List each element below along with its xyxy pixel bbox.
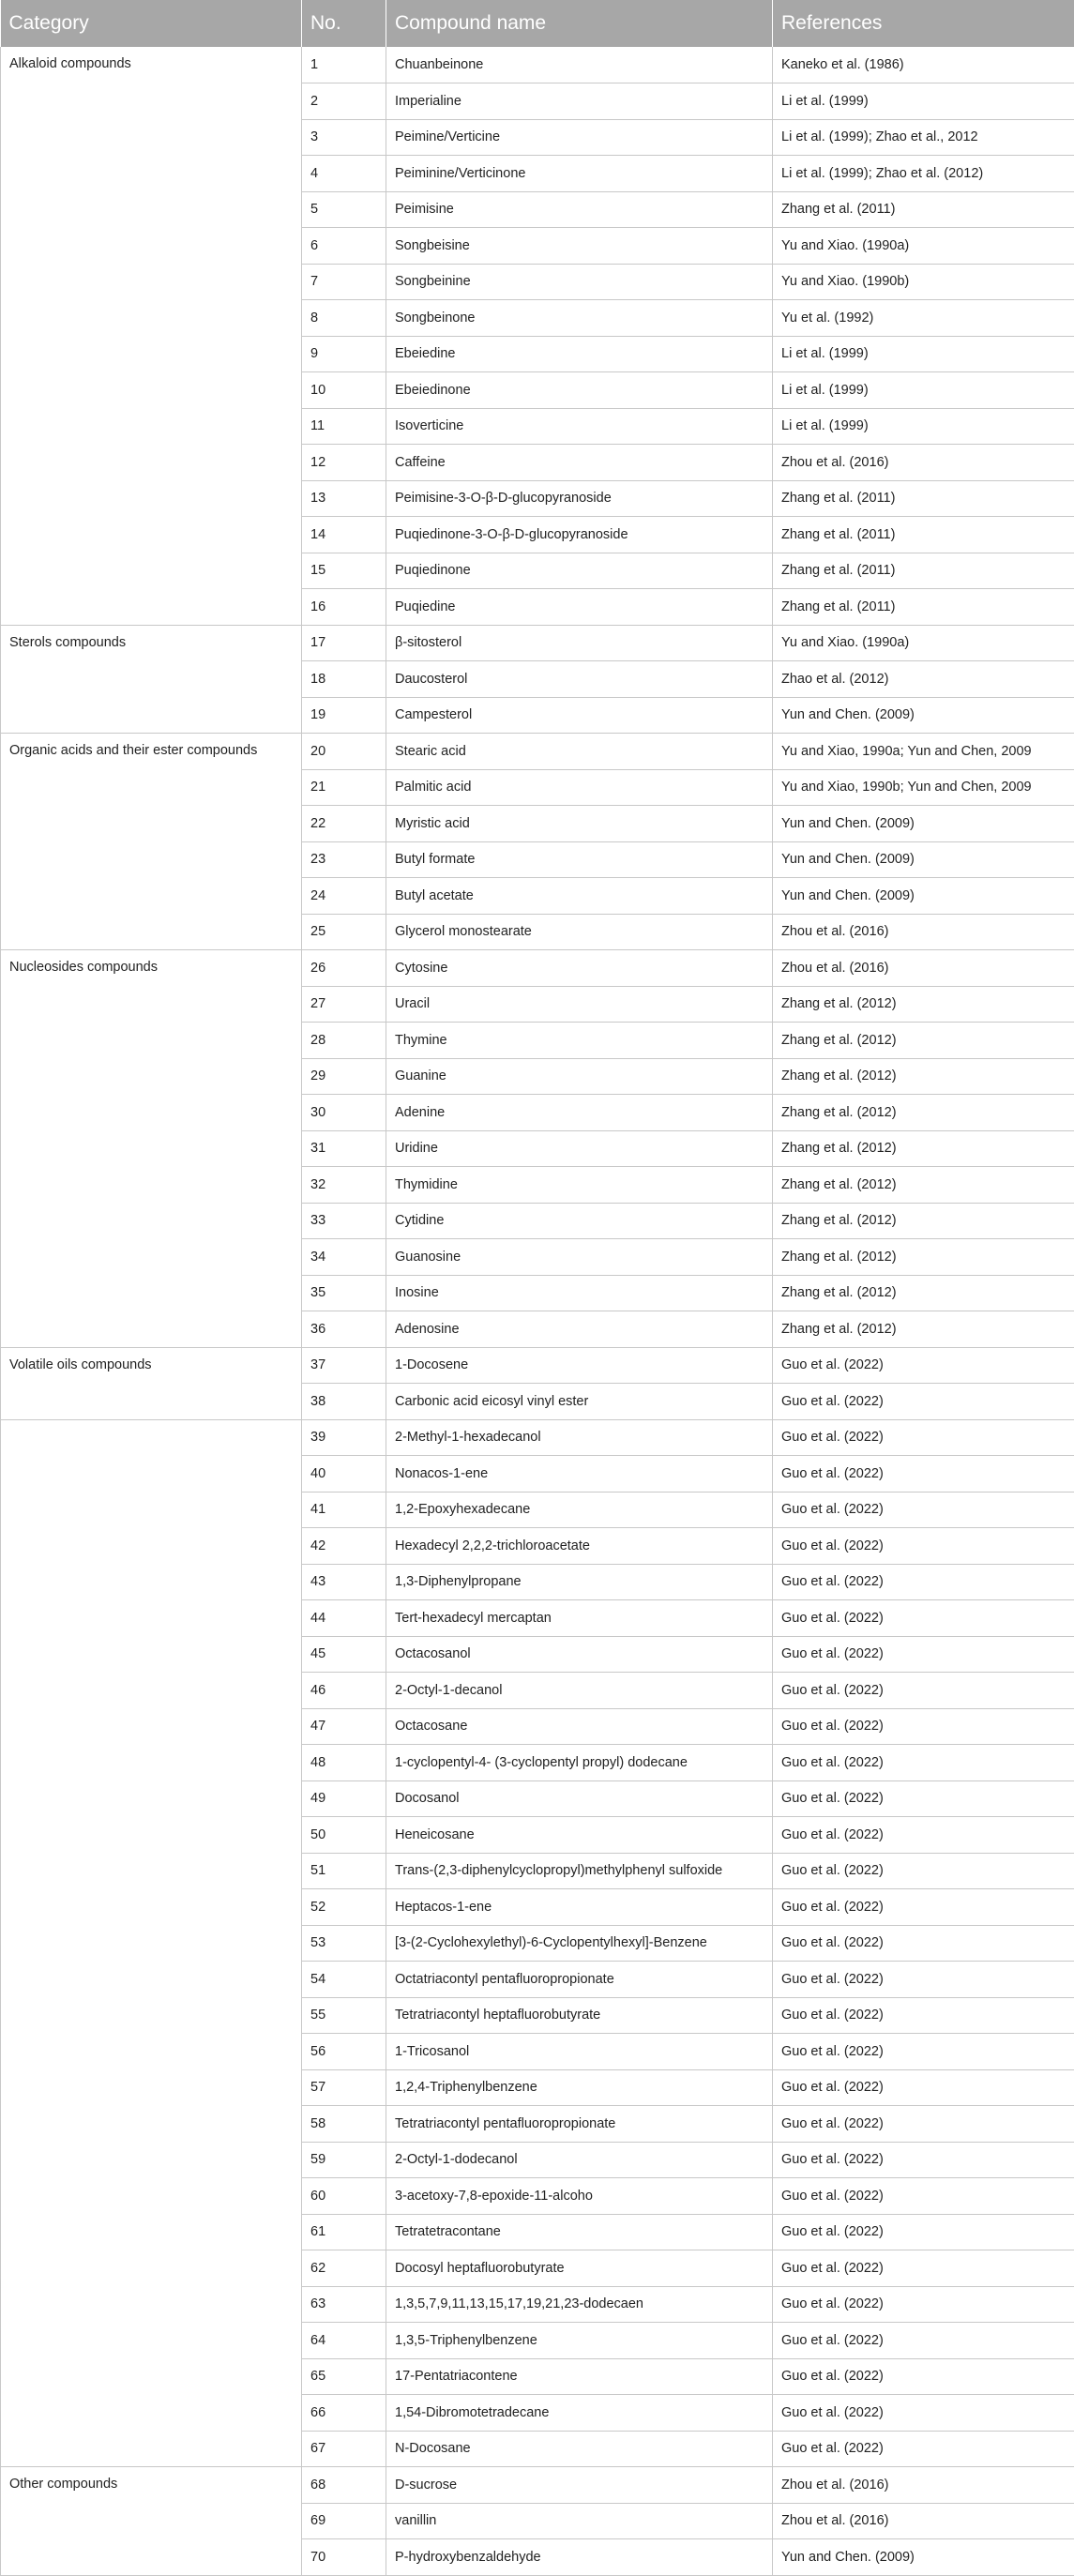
compound-name-cell: Stearic acid: [386, 734, 773, 770]
compound-name-cell: Songbeinone: [386, 300, 773, 337]
row-number-cell: 1: [302, 47, 386, 83]
compound-name-cell: Cytidine: [386, 1203, 773, 1239]
category-cell: Sterols compounds: [1, 625, 302, 734]
compound-name-cell: Heptacos-1-ene: [386, 1889, 773, 1926]
row-number-cell: 59: [302, 2142, 386, 2178]
reference-cell: Guo et al. (2022): [773, 2250, 1074, 2287]
compound-name-cell: Peimine/Verticine: [386, 119, 773, 156]
row-number-cell: 37: [302, 1347, 386, 1384]
compound-name-cell: Puqiedine: [386, 589, 773, 626]
reference-cell: Yu et al. (1992): [773, 300, 1074, 337]
compound-name-cell: 1,54-Dibromotetradecane: [386, 2395, 773, 2432]
row-number-cell: 53: [302, 1925, 386, 1962]
reference-cell: Guo et al. (2022): [773, 2431, 1074, 2467]
row-number-cell: 42: [302, 1528, 386, 1565]
row-number-cell: 44: [302, 1600, 386, 1637]
compound-name-cell: Peimisine: [386, 191, 773, 228]
row-number-cell: 20: [302, 734, 386, 770]
row-number-cell: 64: [302, 2323, 386, 2359]
reference-cell: Zhou et al. (2016): [773, 2467, 1074, 2504]
compound-name-cell: Caffeine: [386, 445, 773, 481]
compound-name-cell: Tetratetracontane: [386, 2214, 773, 2250]
compound-name-cell: Songbeinine: [386, 264, 773, 300]
compound-name-cell: 1-Tricosanol: [386, 2034, 773, 2070]
reference-cell: Guo et al. (2022): [773, 1636, 1074, 1673]
compound-name-cell: β-sitosterol: [386, 625, 773, 661]
row-number-cell: 70: [302, 2539, 386, 2576]
compound-name-cell: 17-Pentatriacontene: [386, 2358, 773, 2395]
table-row: [1, 2467, 1074, 2504]
reference-cell: Zhou et al. (2016): [773, 950, 1074, 987]
reference-cell: Guo et al. (2022): [773, 2286, 1074, 2323]
row-number-cell: 35: [302, 1275, 386, 1311]
compound-name-cell: Ebeiedinone: [386, 372, 773, 409]
reference-cell: Guo et al. (2022): [773, 1853, 1074, 1889]
compound-name-cell: Uridine: [386, 1130, 773, 1167]
table-row: [1, 734, 1074, 770]
reference-cell: Zhang et al. (2012): [773, 1275, 1074, 1311]
reference-cell: Guo et al. (2022): [773, 2395, 1074, 2432]
compound-name-cell: Peiminine/Verticinone: [386, 156, 773, 192]
row-number-cell: 26: [302, 950, 386, 987]
row-number-cell: 50: [302, 1817, 386, 1854]
row-number-cell: 38: [302, 1384, 386, 1420]
category-cell: Organic acids and their ester compounds: [1, 734, 302, 950]
row-number-cell: 9: [302, 336, 386, 372]
reference-cell: Yun and Chen. (2009): [773, 2539, 1074, 2576]
reference-cell: Yu and Xiao. (1990a): [773, 228, 1074, 265]
row-number-cell: 3: [302, 119, 386, 156]
reference-cell: Zhang et al. (2011): [773, 191, 1074, 228]
row-number-cell: 2: [302, 83, 386, 120]
compound-name-cell: Octatriacontyl pentafluoropropionate: [386, 1962, 773, 1998]
reference-cell: Guo et al. (2022): [773, 1962, 1074, 1998]
row-number-cell: 24: [302, 878, 386, 915]
reference-cell: Zhang et al. (2012): [773, 1167, 1074, 1204]
row-number-cell: 68: [302, 2467, 386, 2504]
compound-name-cell: Puqiedinone: [386, 553, 773, 589]
compound-name-cell: 2-Octyl-1-dodecanol: [386, 2142, 773, 2178]
compound-name-cell: Songbeisine: [386, 228, 773, 265]
compound-name-cell: Inosine: [386, 1275, 773, 1311]
row-number-cell: 11: [302, 408, 386, 445]
reference-cell: Guo et al. (2022): [773, 2323, 1074, 2359]
compound-name-cell: Tetratriacontyl heptafluorobutyrate: [386, 1997, 773, 2034]
reference-cell: Guo et al. (2022): [773, 1673, 1074, 1709]
reference-cell: Guo et al. (2022): [773, 2034, 1074, 2070]
compound-name-cell: Hexadecyl 2,2,2-trichloroacetate: [386, 1528, 773, 1565]
compound-name-cell: 1-cyclopentyl-4- (3-cyclopentyl propyl) dodecane: [386, 1745, 773, 1781]
row-number-cell: 19: [302, 697, 386, 734]
reference-cell: Zhang et al. (2012): [773, 1239, 1074, 1276]
header-number: No.: [302, 0, 386, 47]
reference-cell: Yun and Chen. (2009): [773, 878, 1074, 915]
row-number-cell: 32: [302, 1167, 386, 1204]
row-number-cell: 63: [302, 2286, 386, 2323]
row-number-cell: 16: [302, 589, 386, 626]
compound-name-cell: Trans-(2,3-diphenylcyclopropyl)methylphenyl sulfoxide: [386, 1853, 773, 1889]
reference-cell: Zhang et al. (2012): [773, 1095, 1074, 1131]
compound-name-cell: Imperialine: [386, 83, 773, 120]
reference-cell: Zhang et al. (2011): [773, 553, 1074, 589]
compound-name-cell: Peimisine-3-O-β-D-glucopyranoside: [386, 480, 773, 517]
row-number-cell: 22: [302, 806, 386, 842]
header-references: References: [773, 0, 1074, 47]
row-number-cell: 17: [302, 625, 386, 661]
header-compound-name: Compound name: [386, 0, 773, 47]
table-row: [1, 625, 1074, 661]
compound-name-cell: 2-Octyl-1-decanol: [386, 1673, 773, 1709]
row-number-cell: 62: [302, 2250, 386, 2287]
reference-cell: Li et al. (1999): [773, 83, 1074, 120]
reference-cell: Guo et al. (2022): [773, 1925, 1074, 1962]
compound-name-cell: 1,3,5-Triphenylbenzene: [386, 2323, 773, 2359]
compound-name-cell: Puqiedinone-3-O-β-D-glucopyranoside: [386, 517, 773, 553]
reference-cell: Li et al. (1999): [773, 336, 1074, 372]
compound-name-cell: Butyl formate: [386, 841, 773, 878]
row-number-cell: 65: [302, 2358, 386, 2395]
reference-cell: Zhang et al. (2011): [773, 589, 1074, 626]
reference-cell: Li et al. (1999); Zhao et al. (2012): [773, 156, 1074, 192]
reference-cell: Li et al. (1999): [773, 372, 1074, 409]
row-number-cell: 57: [302, 2069, 386, 2106]
compound-name-cell: 2-Methyl-1-hexadecanol: [386, 1419, 773, 1456]
row-number-cell: 31: [302, 1130, 386, 1167]
table-row: [1, 1419, 1074, 1456]
row-number-cell: 47: [302, 1708, 386, 1745]
row-number-cell: 41: [302, 1492, 386, 1528]
compound-name-cell: Octacosane: [386, 1708, 773, 1745]
row-number-cell: 54: [302, 1962, 386, 1998]
row-number-cell: 67: [302, 2431, 386, 2467]
table-row: [1, 47, 1074, 83]
reference-cell: Guo et al. (2022): [773, 1997, 1074, 2034]
compound-name-cell: Docosyl heptafluorobutyrate: [386, 2250, 773, 2287]
row-number-cell: 7: [302, 264, 386, 300]
reference-cell: Zhao et al. (2012): [773, 661, 1074, 698]
row-number-cell: 51: [302, 1853, 386, 1889]
reference-cell: Zhang et al. (2012): [773, 1058, 1074, 1095]
compound-name-cell: Ebeiedine: [386, 336, 773, 372]
reference-cell: Yu and Xiao, 1990a; Yun and Chen, 2009: [773, 734, 1074, 770]
compound-name-cell: Tetratriacontyl pentafluoropropionate: [386, 2106, 773, 2143]
row-number-cell: 29: [302, 1058, 386, 1095]
reference-cell: Guo et al. (2022): [773, 1564, 1074, 1600]
reference-cell: Yu and Xiao. (1990b): [773, 264, 1074, 300]
compound-name-cell: Guanine: [386, 1058, 773, 1095]
reference-cell: Zhou et al. (2016): [773, 914, 1074, 950]
reference-cell: Yun and Chen. (2009): [773, 697, 1074, 734]
reference-cell: Li et al. (1999); Zhao et al., 2012: [773, 119, 1074, 156]
compound-name-cell: Glycerol monostearate: [386, 914, 773, 950]
header-row: [1, 0, 1074, 47]
reference-cell: Guo et al. (2022): [773, 2358, 1074, 2395]
reference-cell: Zhou et al. (2016): [773, 445, 1074, 481]
row-number-cell: 25: [302, 914, 386, 950]
row-number-cell: 34: [302, 1239, 386, 1276]
compound-name-cell: Campesterol: [386, 697, 773, 734]
compound-name-cell: vanillin: [386, 2503, 773, 2539]
compound-name-cell: Butyl acetate: [386, 878, 773, 915]
row-number-cell: 56: [302, 2034, 386, 2070]
compound-name-cell: Isoverticine: [386, 408, 773, 445]
reference-cell: Guo et al. (2022): [773, 1889, 1074, 1926]
compound-name-cell: 3-acetoxy-7,8-epoxide-11-alcoho: [386, 2178, 773, 2215]
row-number-cell: 55: [302, 1997, 386, 2034]
row-number-cell: 12: [302, 445, 386, 481]
reference-cell: Kaneko et al. (1986): [773, 47, 1074, 83]
row-number-cell: 60: [302, 2178, 386, 2215]
row-number-cell: 21: [302, 769, 386, 806]
compound-name-cell: P-hydroxybenzaldehyde: [386, 2539, 773, 2576]
row-number-cell: 30: [302, 1095, 386, 1131]
compound-name-cell: Docosanol: [386, 1780, 773, 1817]
reference-cell: Guo et al. (2022): [773, 1817, 1074, 1854]
compound-name-cell: Adenosine: [386, 1311, 773, 1348]
compound-name-cell: 1,3-Diphenylpropane: [386, 1564, 773, 1600]
reference-cell: Guo et al. (2022): [773, 1745, 1074, 1781]
compound-name-cell: Nonacos-1-ene: [386, 1456, 773, 1493]
reference-cell: Guo et al. (2022): [773, 2106, 1074, 2143]
row-number-cell: 69: [302, 2503, 386, 2539]
reference-cell: Guo et al. (2022): [773, 1600, 1074, 1637]
row-number-cell: 36: [302, 1311, 386, 1348]
reference-cell: Guo et al. (2022): [773, 1708, 1074, 1745]
reference-cell: Guo et al. (2022): [773, 2178, 1074, 2215]
category-cell: [1, 1419, 302, 2467]
compound-name-cell: Adenine: [386, 1095, 773, 1131]
row-number-cell: 48: [302, 1745, 386, 1781]
row-number-cell: 49: [302, 1780, 386, 1817]
reference-cell: Yun and Chen. (2009): [773, 841, 1074, 878]
row-number-cell: 66: [302, 2395, 386, 2432]
row-number-cell: 15: [302, 553, 386, 589]
reference-cell: Zhang et al. (2012): [773, 1023, 1074, 1059]
reference-cell: Guo et al. (2022): [773, 1419, 1074, 1456]
row-number-cell: 28: [302, 1023, 386, 1059]
row-number-cell: 27: [302, 986, 386, 1023]
row-number-cell: 23: [302, 841, 386, 878]
row-number-cell: 13: [302, 480, 386, 517]
reference-cell: Guo et al. (2022): [773, 1347, 1074, 1384]
row-number-cell: 61: [302, 2214, 386, 2250]
compound-name-cell: Palmitic acid: [386, 769, 773, 806]
reference-cell: Zhang et al. (2012): [773, 1203, 1074, 1239]
compound-name-cell: Guanosine: [386, 1239, 773, 1276]
reference-cell: Zhang et al. (2012): [773, 1130, 1074, 1167]
header-category: Category: [1, 0, 302, 47]
compound-name-cell: Daucosterol: [386, 661, 773, 698]
compound-name-cell: Thymidine: [386, 1167, 773, 1204]
reference-cell: Yun and Chen. (2009): [773, 806, 1074, 842]
row-number-cell: 6: [302, 228, 386, 265]
reference-cell: Zhang et al. (2012): [773, 1311, 1074, 1348]
row-number-cell: 33: [302, 1203, 386, 1239]
reference-cell: Yu and Xiao. (1990a): [773, 625, 1074, 661]
row-number-cell: 18: [302, 661, 386, 698]
compound-name-cell: Thymine: [386, 1023, 773, 1059]
reference-cell: Zhang et al. (2011): [773, 517, 1074, 553]
row-number-cell: 14: [302, 517, 386, 553]
row-number-cell: 40: [302, 1456, 386, 1493]
row-number-cell: 4: [302, 156, 386, 192]
category-cell: Other compounds: [1, 2467, 302, 2576]
compound-name-cell: Chuanbeinone: [386, 47, 773, 83]
reference-cell: Guo et al. (2022): [773, 2069, 1074, 2106]
table-row: [1, 1347, 1074, 1384]
category-cell: Alkaloid compounds: [1, 47, 302, 625]
reference-cell: Zhou et al. (2016): [773, 2503, 1074, 2539]
row-number-cell: 43: [302, 1564, 386, 1600]
reference-cell: Guo et al. (2022): [773, 2142, 1074, 2178]
reference-cell: Yu and Xiao, 1990b; Yun and Chen, 2009: [773, 769, 1074, 806]
reference-cell: Guo et al. (2022): [773, 1492, 1074, 1528]
table-header: [1, 0, 1074, 47]
table-body: [1, 47, 1074, 2575]
row-number-cell: 8: [302, 300, 386, 337]
compound-name-cell: D-sucrose: [386, 2467, 773, 2504]
compound-name-cell: Heneicosane: [386, 1817, 773, 1854]
table-row: [1, 950, 1074, 987]
compound-name-cell: 1,2-Epoxyhexadecane: [386, 1492, 773, 1528]
reference-cell: Zhang et al. (2012): [773, 986, 1074, 1023]
row-number-cell: 52: [302, 1889, 386, 1926]
category-cell: Nucleosides compounds: [1, 950, 302, 1348]
reference-cell: Li et al. (1999): [773, 408, 1074, 445]
compound-name-cell: 1-Docosene: [386, 1347, 773, 1384]
reference-cell: Guo et al. (2022): [773, 1456, 1074, 1493]
compound-name-cell: Tert-hexadecyl mercaptan: [386, 1600, 773, 1637]
reference-cell: Guo et al. (2022): [773, 2214, 1074, 2250]
compound-name-cell: N-Docosane: [386, 2431, 773, 2467]
row-number-cell: 46: [302, 1673, 386, 1709]
compound-name-cell: [3-(2-Cyclohexylethyl)-6-Cyclopentylhexyl]-Benzene: [386, 1925, 773, 1962]
compound-name-cell: Octacosanol: [386, 1636, 773, 1673]
reference-cell: Guo et al. (2022): [773, 1384, 1074, 1420]
row-number-cell: 58: [302, 2106, 386, 2143]
compound-name-cell: 1,2,4-Triphenylbenzene: [386, 2069, 773, 2106]
row-number-cell: 10: [302, 372, 386, 409]
reference-cell: Zhang et al. (2011): [773, 480, 1074, 517]
compound-name-cell: Uracil: [386, 986, 773, 1023]
compound-name-cell: 1,3,5,7,9,11,13,15,17,19,21,23-dodecaen: [386, 2286, 773, 2323]
category-cell: Volatile oils compounds: [1, 1347, 302, 1419]
reference-cell: Guo et al. (2022): [773, 1780, 1074, 1817]
row-number-cell: 45: [302, 1636, 386, 1673]
compound-name-cell: Carbonic acid eicosyl vinyl ester: [386, 1384, 773, 1420]
compound-name-cell: Myristic acid: [386, 806, 773, 842]
row-number-cell: 5: [302, 191, 386, 228]
compound-name-cell: Cytosine: [386, 950, 773, 987]
row-number-cell: 39: [302, 1419, 386, 1456]
reference-cell: Guo et al. (2022): [773, 1528, 1074, 1565]
